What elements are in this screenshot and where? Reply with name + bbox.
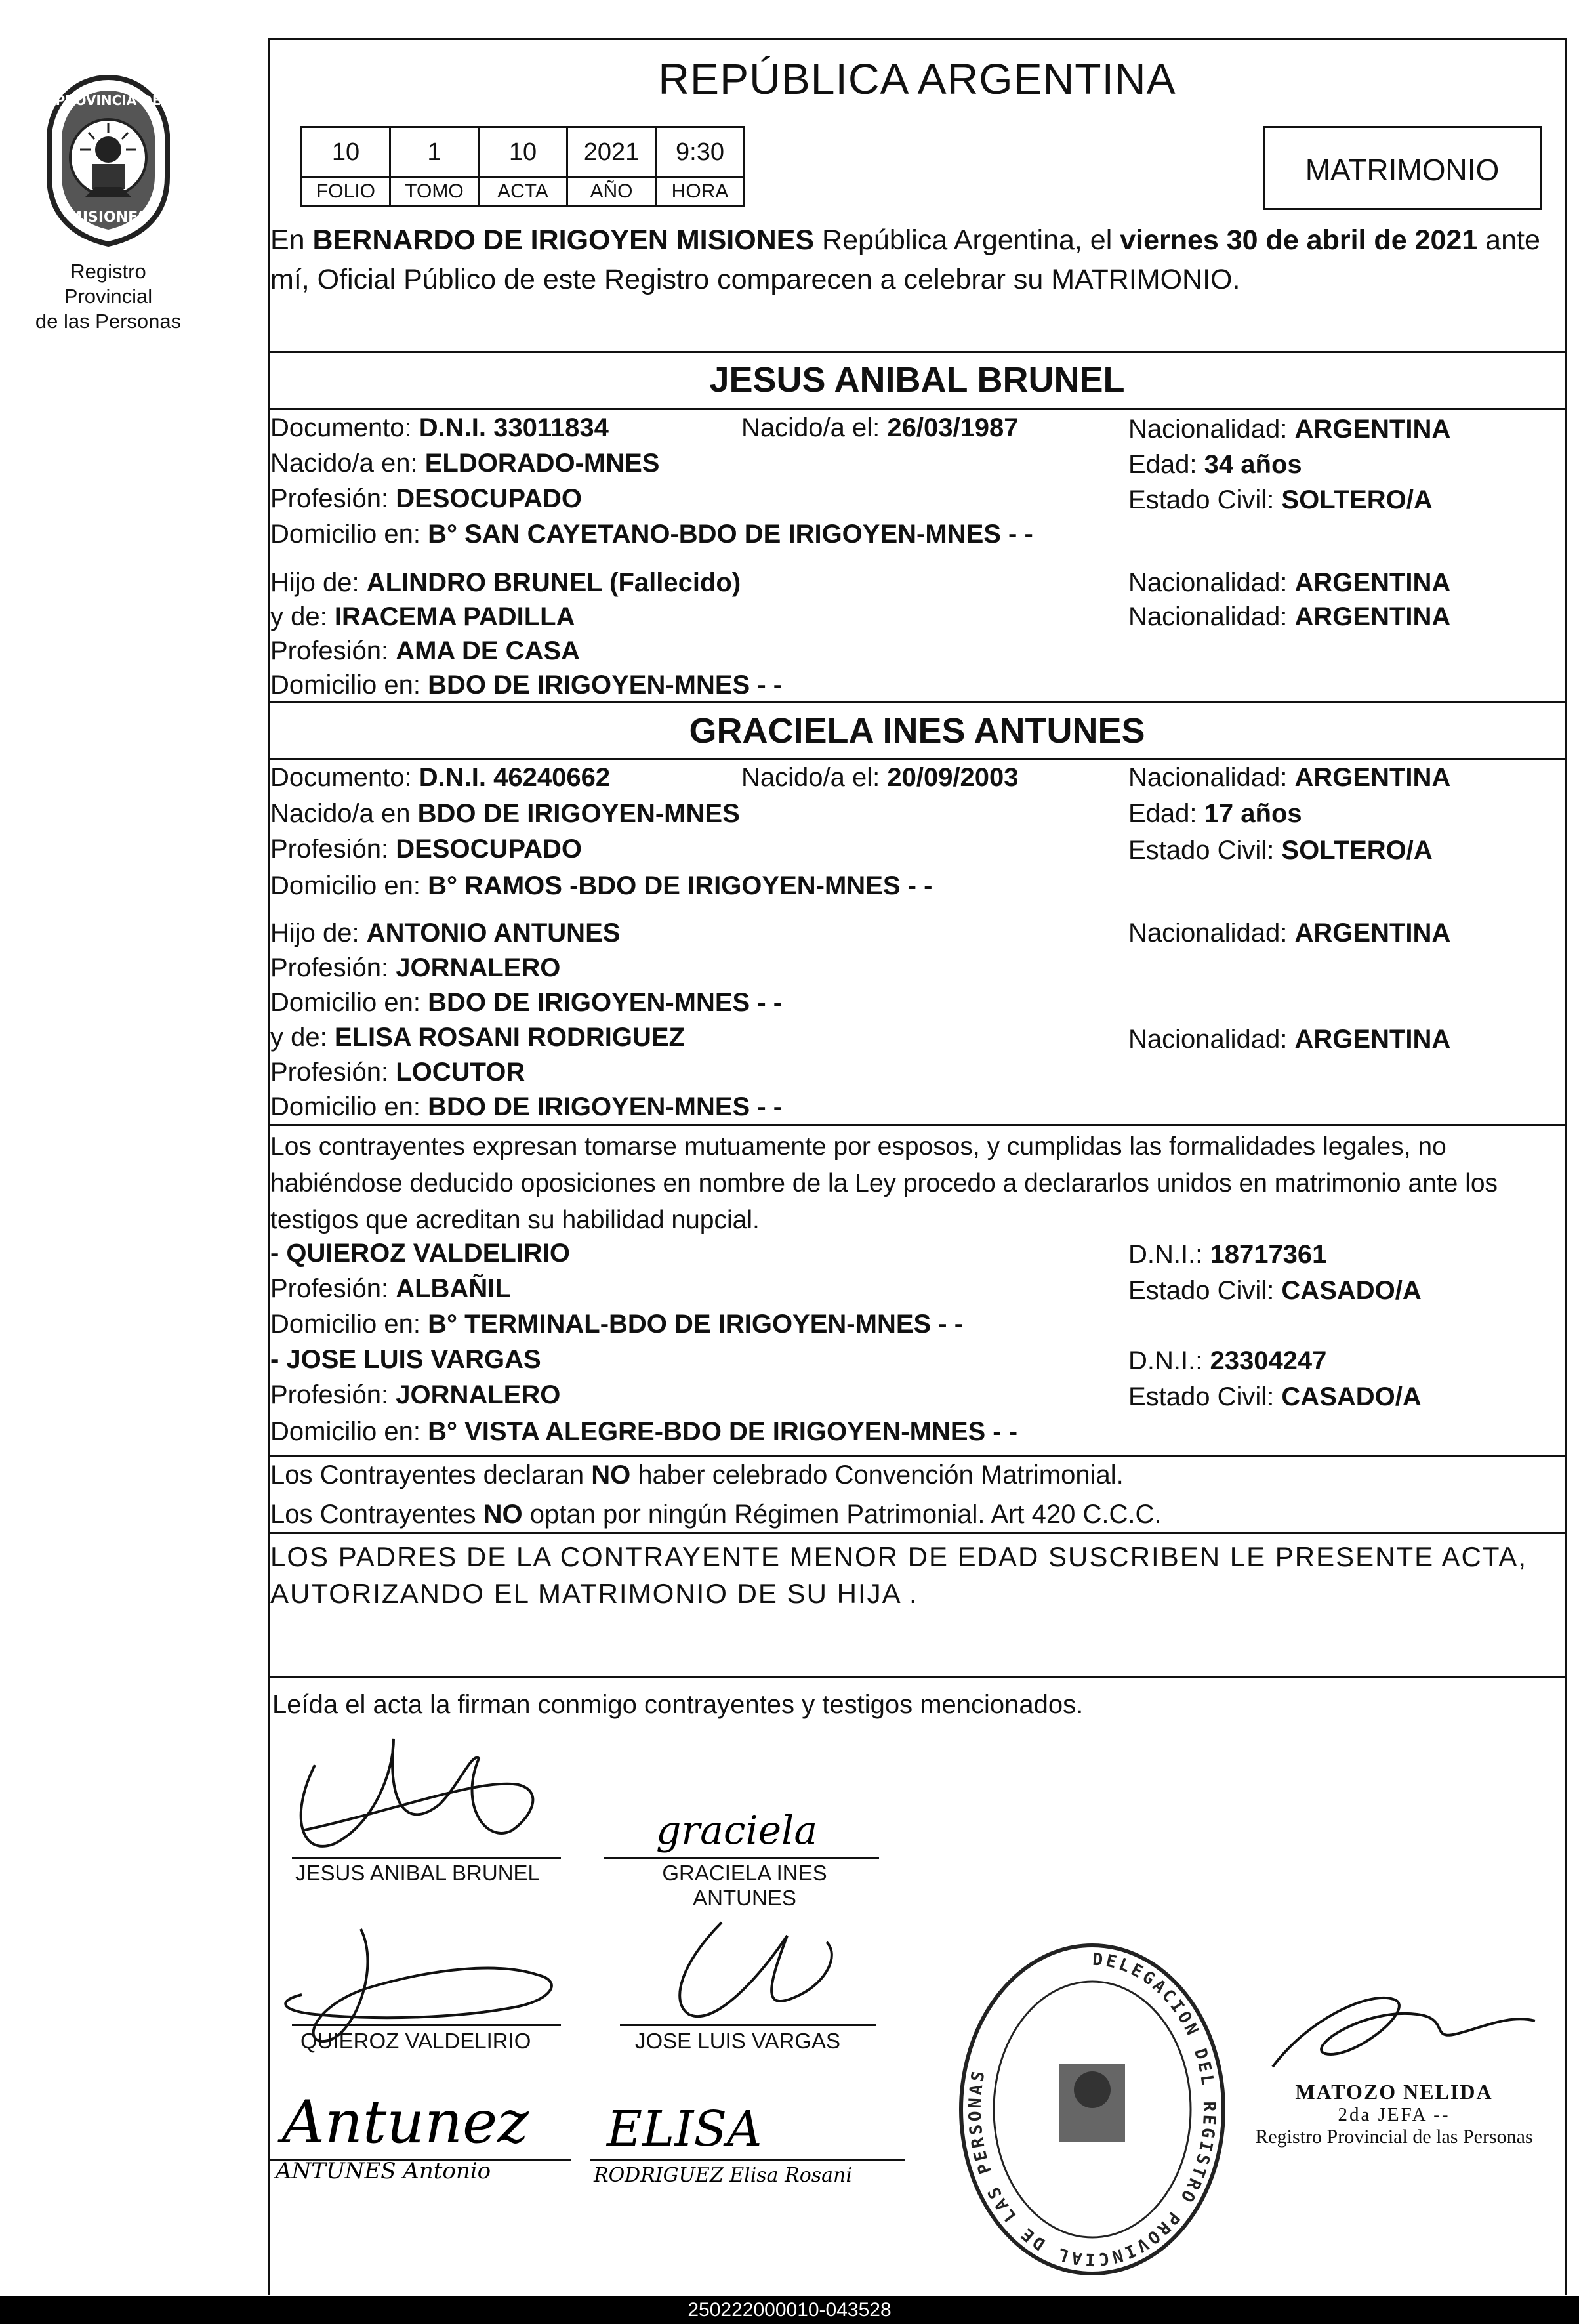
divider xyxy=(268,408,1567,410)
handwritten-antunes-antonio: ANTUNES Antonio xyxy=(276,2158,491,2184)
c1-nacionalidad: Nacionalidad: ARGENTINA xyxy=(1128,415,1451,444)
sigline-elisa xyxy=(590,2159,905,2161)
testigo1-domicilio: Domicilio en: B° TERMINAL-BDO DE IRIGOYEN-MNES - - xyxy=(270,1310,964,1338)
hora-value: 9:30 xyxy=(656,127,745,178)
sigline-brunel xyxy=(292,1857,561,1859)
divider xyxy=(268,701,1567,703)
testigo2-dni: D.N.I.: 23304247 xyxy=(1128,1346,1327,1375)
tomo-value: 1 xyxy=(390,127,479,178)
divider xyxy=(268,1532,1567,1534)
sigline-quieroz xyxy=(292,2024,561,2026)
c2-edad: Edad: 17 años xyxy=(1128,799,1302,828)
misiones-seal-icon xyxy=(39,72,177,249)
acta-value: 10 xyxy=(479,127,567,178)
acta-type-box: MATRIMONIO xyxy=(1263,126,1542,210)
convencion-line: Los Contrayentes declaran NO haber celebrado Convención Matrimonial. xyxy=(270,1461,1124,1489)
c2-documento: Documento: D.N.I. 46240662 xyxy=(270,763,611,792)
anio-value: 2021 xyxy=(567,127,656,178)
contrayente2-name: GRACIELA INES ANTUNES xyxy=(689,711,1145,751)
registro-logo xyxy=(26,72,190,335)
signature-vargas xyxy=(680,1922,832,2016)
c1-madre-profesion: Profesión: AMA DE CASA xyxy=(270,636,580,665)
testigo2-nombre: - JOSE LUIS VARGAS xyxy=(270,1345,541,1374)
c2-nacido-el: Nacido/a el: 20/09/2003 xyxy=(741,763,1019,792)
sigline-graciela xyxy=(604,1857,879,1859)
c1-edad: Edad: 34 años xyxy=(1128,450,1302,479)
sigline-vargas xyxy=(620,2024,876,2026)
anio-label: AÑO xyxy=(567,178,656,206)
c1-domicilio: Domicilio en: B° SAN CAYETANO-BDO DE IRIGOYEN-MNES - - xyxy=(270,520,1033,549)
intro-paragraph: En BERNARDO DE IRIGOYEN MISIONES República Argentina, el viernes 30 de abril de 2021 ante mí, Oficial Público de este Registro comparecen a celebrar su MATRIMONIO. xyxy=(270,224,1540,295)
divider-top xyxy=(268,38,1567,40)
divider xyxy=(268,1455,1567,1457)
sigline-antunez xyxy=(269,2159,571,2161)
divider xyxy=(268,351,1567,353)
firma-graciela-label: GRACIELA INES ANTUNES xyxy=(662,1861,827,1910)
document-code-bar xyxy=(0,2296,1579,2324)
signatures-area xyxy=(262,1726,984,2198)
c2-estado-civil: Estado Civil: SOLTERO/A xyxy=(1128,836,1433,865)
declaracion-paragraph: Los contrayentes expresan tomarse mutuamente por esposos, y cumplidas las formalidades legales, no habiéndose deducido oposiciones en nombre de la Ley procedo a declararlos unidos en matrimonio ante los testigos que acreditan su habilidad nupcial. xyxy=(270,1132,1498,1234)
tomo-label: TOMO xyxy=(390,178,479,206)
folio-value: 10 xyxy=(302,127,390,178)
c2-padre-profesion: Profesión: JORNALERO xyxy=(270,953,561,982)
page-title: REPÚBLICA ARGENTINA xyxy=(658,54,1176,103)
testigo1-profesion: Profesión: ALBAÑIL xyxy=(270,1274,511,1303)
signature-matozo xyxy=(1233,1975,1548,2086)
testigo1-nombre: - QUIEROZ VALDELIRIO xyxy=(270,1239,571,1268)
c1-madre: y de: IRACEMA PADILLA xyxy=(270,602,575,631)
divider xyxy=(268,1676,1567,1678)
testigo1-dni: D.N.I.: 18717361 xyxy=(1128,1240,1327,1269)
c2-madre: y de: ELISA ROSANI RODRIGUEZ xyxy=(270,1023,685,1052)
signature-elisa: ELISA xyxy=(607,2101,762,2157)
c2-padre: Hijo de: ANTONIO ANTUNES xyxy=(270,919,621,947)
registro-stamp-icon xyxy=(954,1939,1230,2280)
registro-caption: Registro Provincial de las Personas xyxy=(35,260,182,333)
c1-nacido-en: Nacido/a en: ELDORADO-MNES xyxy=(270,449,660,478)
handwritten-rodriguez-elisa: RODRIGUEZ Elisa Rosani xyxy=(594,2164,852,2187)
divider xyxy=(268,1124,1567,1126)
hora-label: HORA xyxy=(656,178,745,206)
oficial-cargo: 2da JEFA -- xyxy=(1338,2104,1450,2125)
padres-autorizacion: LOS PADRES DE LA CONTRAYENTE MENOR DE EDAD SUSCRIBEN LE PRESENTE ACTA, AUTORIZANDO EL MATRIMONIO DE SU HIJA . xyxy=(270,1541,1528,1609)
divider xyxy=(268,758,1567,760)
folio-table xyxy=(300,126,745,207)
document-code: 250222000010-043528 xyxy=(687,2299,892,2321)
acta-label: ACTA xyxy=(479,178,567,206)
oficial-block xyxy=(1223,2080,1565,2148)
testigo2-estado-civil: Estado Civil: CASADO/A xyxy=(1128,1382,1422,1411)
signature-brunel xyxy=(301,1739,533,1846)
c2-madre-profesion: Profesión: LOCUTOR xyxy=(270,1058,525,1087)
c2-nacionalidad: Nacionalidad: ARGENTINA xyxy=(1128,763,1451,792)
c2-nacido-en: Nacido/a en BDO DE IRIGOYEN-MNES xyxy=(270,799,740,828)
c2-profesion: Profesión: DESOCUPADO xyxy=(270,835,582,863)
c2-padre-nacionalidad: Nacionalidad: ARGENTINA xyxy=(1128,919,1451,947)
testigo2-domicilio: Domicilio en: B° VISTA ALEGRE-BDO DE IRIGOYEN-MNES - - xyxy=(270,1417,1018,1446)
firma-vargas-label: JOSE LUIS VARGAS xyxy=(635,2029,840,2053)
signature-graciela: graciela xyxy=(656,1808,818,1854)
c2-madre-nacionalidad: Nacionalidad: ARGENTINA xyxy=(1128,1025,1451,1054)
c1-madre-domicilio: Domicilio en: BDO DE IRIGOYEN-MNES - - xyxy=(270,671,783,699)
c1-padre: Hijo de: ALINDRO BRUNEL (Fallecido) xyxy=(270,568,741,597)
c1-nacido-el: Nacido/a el: 26/03/1987 xyxy=(741,413,1019,442)
folio-label: FOLIO xyxy=(302,178,390,206)
cierre-line: Leída el acta la firman conmigo contrayentes y testigos mencionados. xyxy=(272,1690,1084,1719)
signature-antunez: Antunez xyxy=(282,2088,529,2157)
c1-profesion: Profesión: DESOCUPADO xyxy=(270,484,582,513)
oficial-registro: Registro Provincial de las Personas xyxy=(1255,2126,1533,2148)
c2-madre-domicilio: Domicilio en: BDO DE IRIGOYEN-MNES - - xyxy=(270,1092,783,1121)
testigo2-profesion: Profesión: JORNALERO xyxy=(270,1380,561,1409)
c1-madre-nacionalidad: Nacionalidad: ARGENTINA xyxy=(1128,602,1451,631)
firma-brunel-label: JESUS ANIBAL BRUNEL xyxy=(295,1861,540,1885)
regimen-line: Los Contrayentes NO optan por ningún Régimen Patrimonial. Art 420 C.C.C. xyxy=(270,1500,1162,1529)
contrayente1-name: JESUS ANIBAL BRUNEL xyxy=(709,360,1125,400)
c2-padre-domicilio: Domicilio en: BDO DE IRIGOYEN-MNES - - xyxy=(270,988,783,1017)
firma-quieroz-label: QUIEROZ VALDELIRIO xyxy=(300,2029,531,2053)
testigo1-estado-civil: Estado Civil: CASADO/A xyxy=(1128,1276,1422,1305)
svg-text:MISIONES: MISIONES xyxy=(68,209,149,226)
svg-text:DELEGACION DEL REGISTRO PROVIN: DELEGACION DEL REGISTRO PROVINCIAL DE LAS PERSONAS xyxy=(965,1949,1220,2270)
c2-domicilio: Domicilio en: B° RAMOS -BDO DE IRIGOYEN-MNES - - xyxy=(270,871,933,900)
svg-text:PROVINCIA DE: PROVINCIA DE xyxy=(55,93,161,108)
oficial-nombre: MATOZO NELIDA xyxy=(1295,2080,1493,2104)
c1-documento: Documento: D.N.I. 33011834 xyxy=(270,413,609,442)
c1-padre-nacionalidad: Nacionalidad: ARGENTINA xyxy=(1128,568,1451,597)
c1-estado-civil: Estado Civil: SOLTERO/A xyxy=(1128,486,1433,514)
